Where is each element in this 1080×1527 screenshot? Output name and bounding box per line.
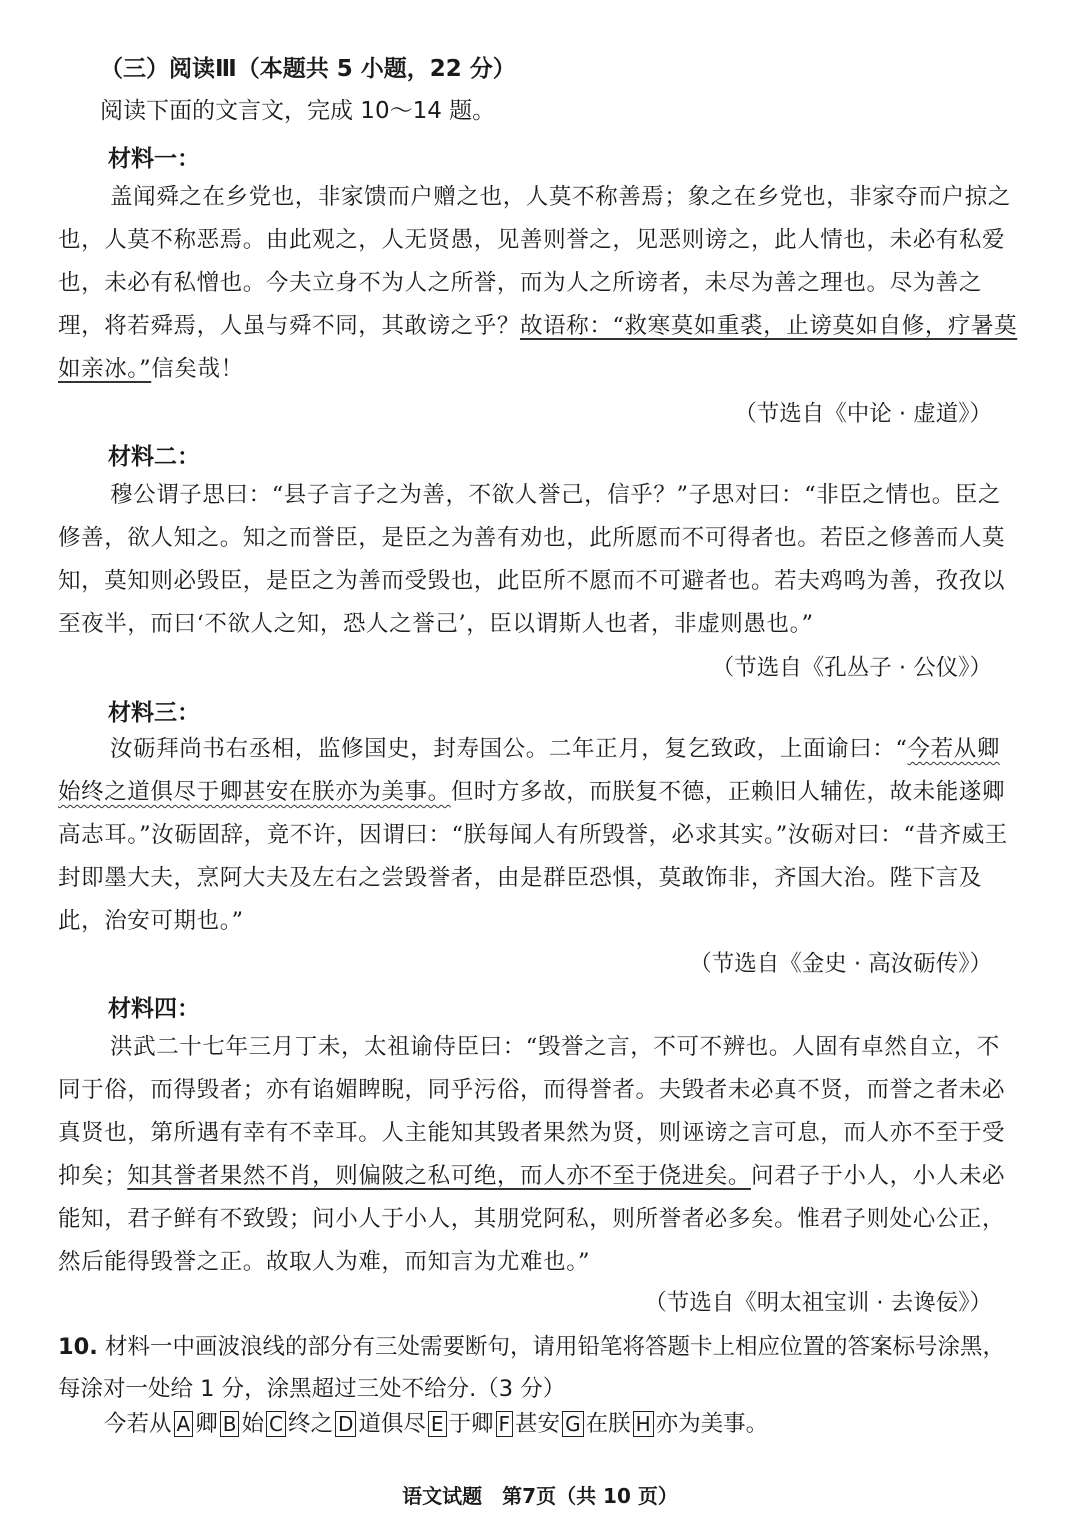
segment: 卿	[195, 1411, 218, 1437]
option-box-b[interactable]: B	[220, 1411, 240, 1437]
material3-text: 汝砺拜尚书右丞相，监修国史，封寿国公。二年正月，复乞致政，上面谕曰：“今若从卿始终之道俱尽于卿甚安在朕亦为美事。但时方多故，而朕复不德，正赖旧人辅佐，故未能遂卿高志耳。”汝砺固辞，竟不许，因谓曰：“朕每闻人有所毁誉，必求其实。”汝砺对曰：“昔齐威王封即墨大夫，烹阿大夫及左右之尝毁誉者，由是群臣恐惧，莫敢饰非，齐国大治。陛下言及此，治安可期也。”	[58, 736, 1008, 934]
question-10-options	[104, 1406, 768, 1438]
option-box-f[interactable]: F	[496, 1411, 514, 1437]
segment: 终之	[287, 1411, 333, 1437]
material1-source: （节选自《中论 · 虚道》）	[734, 401, 992, 427]
material3-wavy-sentence: 今若从卿始终之道俱尽于卿甚安在朕亦为美事。	[58, 736, 1000, 805]
option-box-g[interactable]: G	[562, 1411, 584, 1437]
material4-text: 洪武二十七年三月丁未，太祖谕侍臣曰：“毁誉之言，不可不辨也。人固有卓然自立，不同于俗，而得毁者；亦有谄媚睥睨，同乎污俗，而得誉者。夫毁者未必真不贤，而誉之者未必真贤也，第所遇有幸有不幸耳。人主能知其毁者果然为贤，则诬谤之言可息，而人亦不至于受抑矣；知其誉者果然不肖，则偏陂之私可绝，而人亦不至于侥进矣。问君子于小人，小人未必能知，君子鲜有不致毁；问小人于小人，其朋党阿私，则所誉者必多矣。惟君子则处心公正，然后能得毁誉之正。故取人为难，而知言为尤难也。”	[58, 1034, 1006, 1275]
material2-label: 材料二：	[108, 444, 200, 470]
material3-label: 材料三：	[108, 700, 200, 726]
material1-text: 盖闻舜之在乡党也，非家馈而户赠之也，人莫不称善焉；象之在乡党也，非家夺而户掠之也，人莫不称恶焉。由此观之，人无贤愚，见善则誉之，见恶则谤之，此人情也，未必有私爱也，未必有私憎也。今夫立身不为人之所誉，而为人之所谤者，未尽为善之理也。尽为善之理，将若舜焉，人虽与舜不同，其敢谤之乎？故语称：“救寒莫如重裘，止谤莫如自修，疗暑莫如亲冰。”信矣哉！	[58, 184, 1018, 382]
question-10	[58, 1326, 1018, 1410]
segment: 亦为美事。	[655, 1411, 769, 1437]
page-footer: 语文试题 第7页（共 10 页）	[402, 1484, 678, 1508]
segment: 甚安	[515, 1411, 561, 1437]
material4-label: 材料四：	[108, 996, 200, 1022]
material2-text: 穆公谓子思曰：“县子言子之为善，不欲人誉己，信乎？”子思对曰：“非臣之情也。臣之修善，欲人知之。知之而誉臣，是臣之为善有劝也，此所愿而不可得者也。若臣之修善而人莫知，莫知则必毁臣，是臣之为善而受毁也，此臣所不愿而不可避者也。若夫鸡鸣为善，孜孜以至夜半，而曰‘不欲人之知，恐人之誉己’，臣以谓斯人也者，非虚则愚也。”	[58, 482, 1006, 637]
segment: 在朕	[585, 1411, 631, 1437]
option-box-c[interactable]: C	[266, 1411, 286, 1437]
material3-source: （节选自《金史 · 高汝砺传》）	[689, 951, 992, 977]
instruction: 阅读下面的文言文，完成 10～14 题。	[100, 98, 496, 124]
material4-source: （节选自《明太祖宝训 · 去谗佞》）	[644, 1290, 992, 1316]
material1-underlined: 故语称：“救寒莫如重裘，止谤莫如自修，疗暑莫如亲冰。”	[58, 313, 1018, 382]
material2-source: （节选自《孔丛子 · 公仪》）	[711, 655, 992, 681]
segment: 于卿	[448, 1411, 494, 1437]
option-box-a[interactable]: A	[174, 1411, 194, 1437]
material1-label: 材料一：	[108, 146, 200, 172]
option-box-d[interactable]: D	[335, 1411, 356, 1437]
segment: 始	[241, 1411, 264, 1437]
segment: 今若从	[104, 1411, 172, 1437]
option-box-e[interactable]: E	[428, 1411, 447, 1437]
segment: 道俱尽	[358, 1411, 426, 1437]
material4-underlined: 知其誉者果然不肖，则偏陂之私可绝，而人亦不至于侥进矣。	[127, 1163, 752, 1189]
section-title: （三）阅读Ⅲ（本题共 5 小题，22 分）	[100, 56, 516, 82]
question-text: 材料一中画波浪线的部分有三处需要断句，请用铅笔将答题卡上相应位置的答案标号涂黑，每涂对一处给 1 分，涂黑超过三处不给分.（3 分）	[58, 1334, 1006, 1402]
option-box-h[interactable]: H	[633, 1411, 654, 1437]
question-number: 10.	[58, 1334, 98, 1360]
